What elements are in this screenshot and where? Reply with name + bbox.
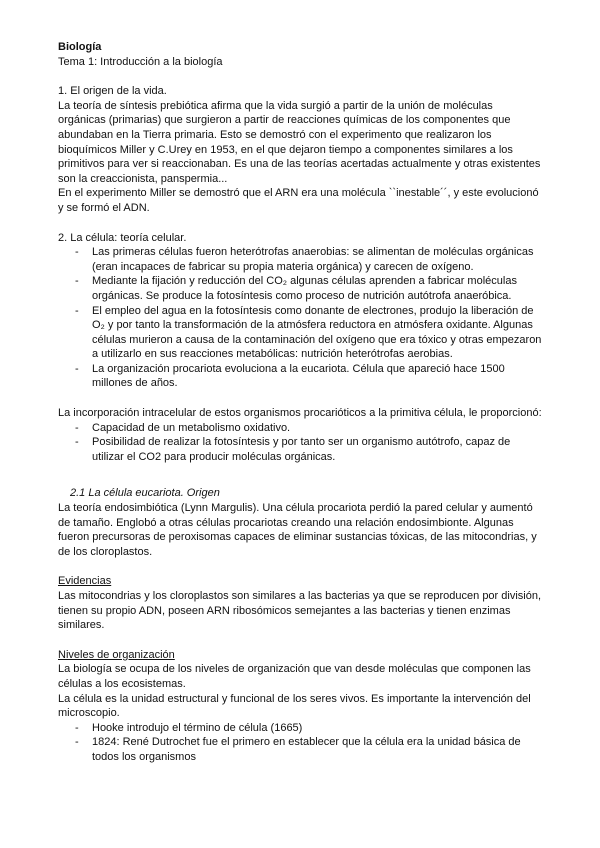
niveles-heading: Niveles de organización [58,648,175,661]
spacer [58,464,542,486]
document-title: Biología [58,41,102,53]
spacer [58,216,542,231]
section-2-list [58,245,542,391]
spacer [58,391,542,406]
niveles-list [58,721,542,765]
list-item: - Capacidad de un metabolismo oxidativo. [92,421,542,436]
section-2-list-2 [58,421,542,465]
list-item: - 1824: René Dutrochet fue el primero en establecer que la célula era la unidad básica de todos los organismos [92,735,542,764]
niveles-paragraph-2: La célula es la unidad estructural y funcional de los seres vivos. Es importante la intervención del microscopio. [58,692,531,720]
section-1-heading: 1. El origen de la vida. [58,85,167,98]
list-item: - Las primeras células fueron heterótrofas anaerobias: se alimentan de moléculas orgánicas (eran incapaces de fabricar su propia materia orgánica) y carecen de oxígeno. [92,245,542,274]
section-2-1-paragraph: La teoría endosimbiótica (Lynn Margulis). Una célula procariota perdió la pared celular y aumentó de tamaño. Englobó a otras células procariotas creando una relación endosimbionte. Algunas fueron precursoras de peroxisomas capaces de eliminar sustancias tóxicas, de las mitocondrias, y de los cloroplastos. [58,502,537,558]
spacer [58,559,542,574]
evidencias-paragraph: Las mitocondrias y los cloroplastos son similares a las bacterias ya que se reproducen por división, tienen su propio ADN, poseen ARN ribosómicos semejantes a las bacterias y tienen enzimas similares. [58,590,542,632]
section-2-intro: La incorporación intracelular de estos organismos procarióticos a la primitiva célula, le proporcionó: [58,407,542,420]
spacer [58,69,542,84]
evidencias-heading: Evidencias [58,575,112,588]
list-item: - Posibilidad de realizar la fotosíntesis y por tanto ser un organismo autótrofo, capaz de utilizar el CO2 para producir moléculas orgánicas. [92,435,542,464]
list-item: - Hooke introdujo el término de célula (1665) [92,721,542,736]
section-1-paragraph-2: En el experimento Miller se demostró que el ARN era una molécula ``inestable´´, y este evolucionó y se formó el ADN. [58,187,539,214]
list-item: - El empleo del agua en la fotosíntesis como donante de electrones, produjo la liberación de O₂ y por tanto la transformación de la atmósfera reductora en atmósfera oxidante. Algunas células murieron a causa de la contaminación del oxígeno que era tóxico y otras empezaron a utilizarlo en sus reacciones metabólicas: nutrición heterótrofas aerobias. [92,304,542,362]
spacer [58,633,542,648]
list-item: - La organización procariota evoluciona a la eucariota. Célula que apareció hace 1500 millones de años. [92,362,542,391]
document-page [58,40,542,765]
topic-subtitle: Tema 1: Introducción a la biología [58,55,223,68]
section-2-1-heading: 2.1 La célula eucariota. Origen [70,487,220,500]
niveles-paragraph-1: La biología se ocupa de los niveles de organización que van desde moléculas que componen las células a los ecosistemas. [58,663,531,690]
section-2-heading: 2. La célula: teoría celular. [58,231,187,244]
list-item: - Mediante la fijación y reducción del CO₂ algunas células aprenden a fabricar moléculas orgánicas. Se produce la fotosíntesis como proceso de nutrición autótrofa anaeróbica. [92,274,542,303]
section-1-paragraph-1: La teoría de síntesis prebiótica afirma que la vida surgió a partir de la unión de moléculas orgánicas (primarias) que surgieron a partir de reacciones químicas de los componentes que abundaban en la Tierra primaria. Esto se demostró con el experimento que realizaron los bioquímicos Miller y C.Urey en 1953, en el que dejaron tiempo a componentes similares a los primitivos para ver si reaccionaban. Es una de las teorías acertadas actualmente y otras existentes son la creaccionista, panspermia... [58,99,541,185]
